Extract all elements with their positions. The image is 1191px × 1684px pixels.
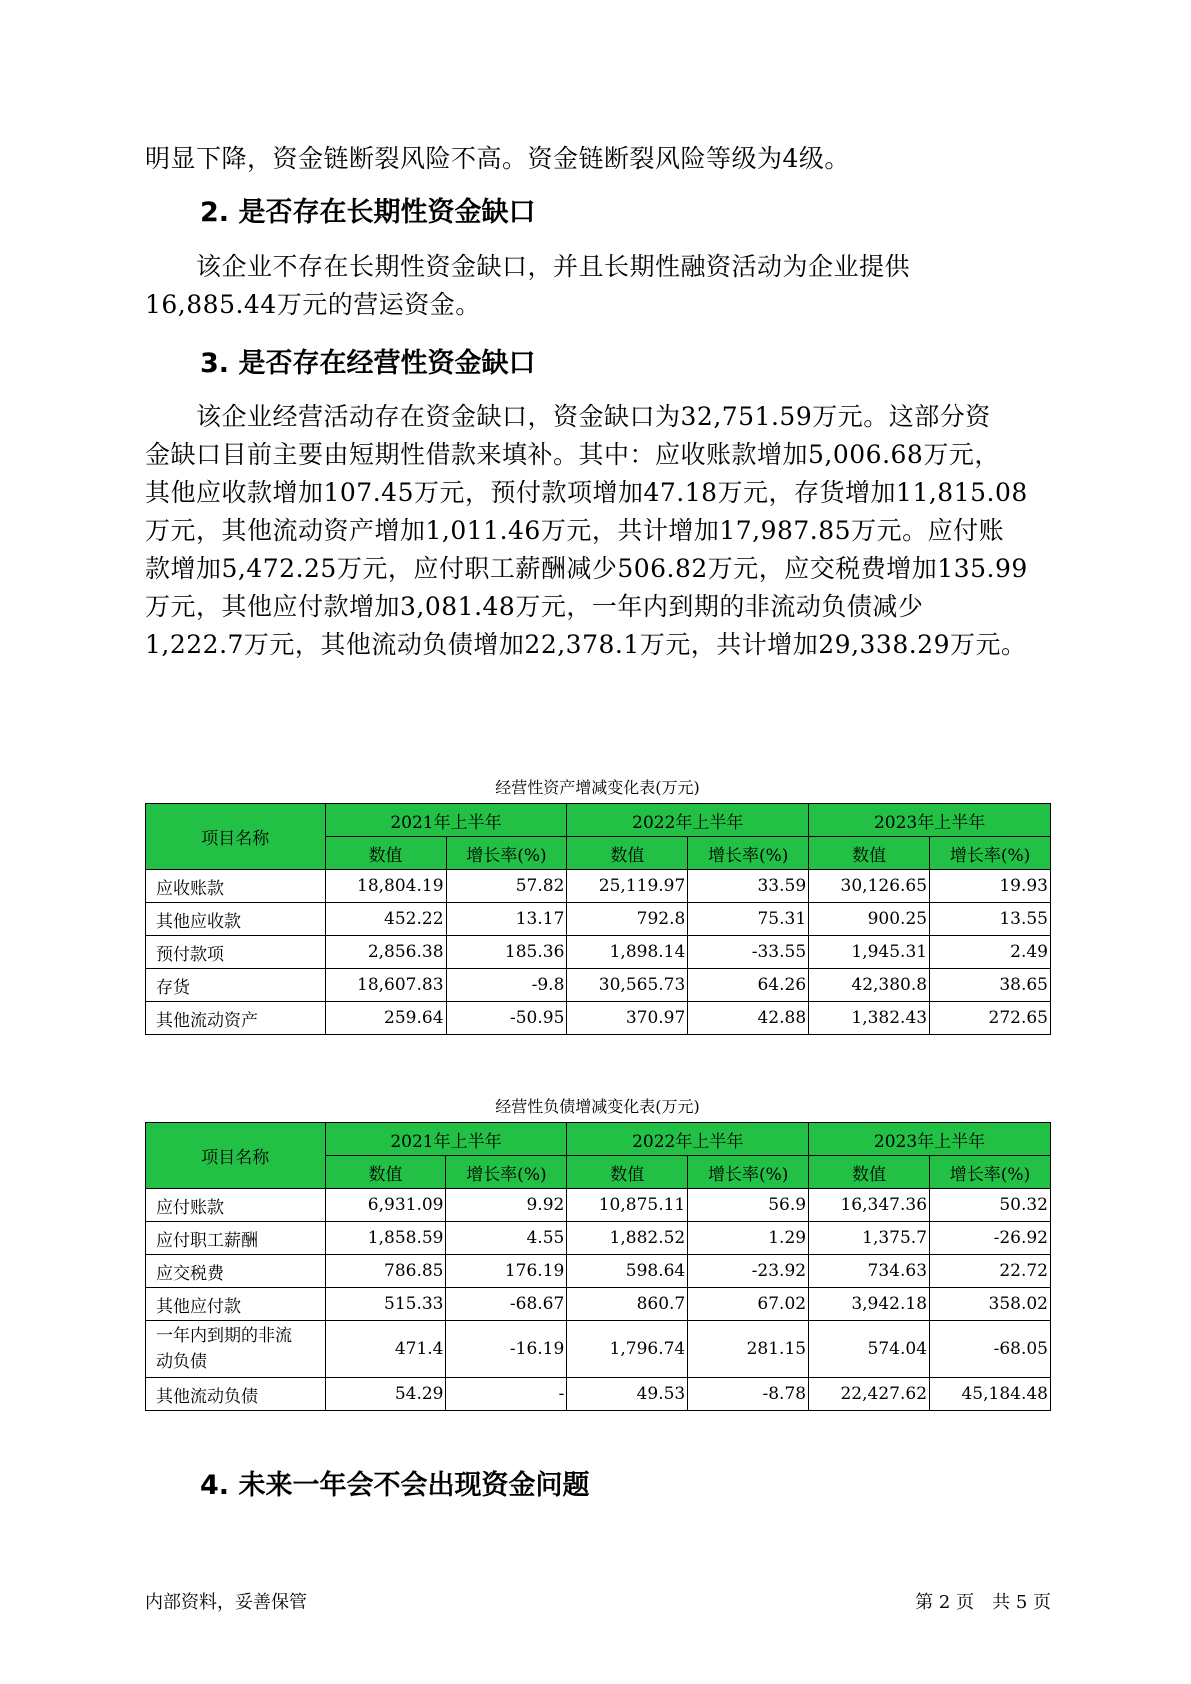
- cell-rate: 1.29: [688, 1222, 809, 1255]
- table-row: [146, 1002, 1051, 1035]
- table-row: [146, 1321, 1051, 1378]
- table-row: [146, 1222, 1051, 1255]
- cell-value: 259.64: [325, 1002, 446, 1035]
- cell-rate: 19.93: [930, 870, 1051, 903]
- table-row: [146, 1288, 1051, 1321]
- operating-liabilities-table: [145, 1122, 1051, 1411]
- header-period: 2022年上半年: [567, 1123, 809, 1156]
- cell-value: 10,875.11: [567, 1189, 688, 1222]
- text-line: 16,885.44万元的营运资金。: [145, 290, 481, 319]
- text-line: 款增加5,472.25万元，应付职工薪酬减少506.82万元，应交税费增加135.99: [145, 554, 1028, 583]
- header-item-name: 项目名称: [146, 804, 326, 870]
- cell-value: 786.85: [325, 1255, 446, 1288]
- cell-rate: 38.65: [930, 969, 1051, 1002]
- cell-value: 2,856.38: [325, 936, 446, 969]
- header-rate: 增长率(%): [688, 837, 809, 870]
- cell-rate: -: [446, 1378, 567, 1411]
- row-name: 应付职工薪酬: [146, 1222, 326, 1255]
- cell-value: 792.8: [567, 903, 688, 936]
- row-name: 预付款项: [146, 936, 326, 969]
- cell-value: 42,380.8: [809, 969, 930, 1002]
- cell-value: 49.53: [567, 1378, 688, 1411]
- row-name-line: 动负债: [156, 1352, 207, 1372]
- table-row: [146, 903, 1051, 936]
- header-rate: 增长率(%): [446, 837, 567, 870]
- row-name: 其他流动资产: [146, 1002, 326, 1035]
- row-name: 其他流动负债: [146, 1378, 326, 1411]
- cell-value: 734.63: [809, 1255, 930, 1288]
- cell-rate: -9.8: [446, 969, 567, 1002]
- header-value: 数值: [325, 1156, 446, 1189]
- table-caption-assets: 经营性资产增减变化表(万元): [495, 778, 700, 797]
- cell-value: 54.29: [325, 1378, 446, 1411]
- cell-value: 1,382.43: [809, 1002, 930, 1035]
- header-period: 2021年上半年: [325, 804, 567, 837]
- cell-rate: 13.17: [446, 903, 567, 936]
- cell-rate: -68.05: [930, 1321, 1051, 1378]
- cell-value: 6,931.09: [325, 1189, 446, 1222]
- cell-rate: 33.59: [688, 870, 809, 903]
- text-line: 金缺口目前主要由短期性借款来填补。其中：应收账款增加5,006.68万元，: [145, 440, 1000, 469]
- section-heading-2: 2. 是否存在长期性资金缺口: [200, 197, 536, 228]
- cell-value: 471.4: [325, 1321, 446, 1378]
- table-row: [146, 870, 1051, 903]
- header-value: 数值: [325, 837, 446, 870]
- paragraph-long-term-gap: [145, 248, 1050, 324]
- cell-rate: 185.36: [446, 936, 567, 969]
- cell-rate: -33.55: [688, 936, 809, 969]
- row-name: 其他应收款: [146, 903, 326, 936]
- header-rate: 增长率(%): [930, 1156, 1051, 1189]
- row-name: [146, 1321, 326, 1378]
- header-value: 数值: [567, 1156, 688, 1189]
- cell-value: 598.64: [567, 1255, 688, 1288]
- cell-value: 1,882.52: [567, 1222, 688, 1255]
- header-rate: 增长率(%): [930, 837, 1051, 870]
- header-period: 2022年上半年: [567, 804, 809, 837]
- header-item-name: 项目名称: [146, 1123, 326, 1189]
- cell-value: 1,375.7: [809, 1222, 930, 1255]
- cell-value: 18,804.19: [325, 870, 446, 903]
- cell-rate: 281.15: [688, 1321, 809, 1378]
- header-period: 2023年上半年: [809, 804, 1051, 837]
- cell-rate: -16.19: [446, 1321, 567, 1378]
- cell-value: 900.25: [809, 903, 930, 936]
- cell-rate: 9.92: [446, 1189, 567, 1222]
- cell-rate: 13.55: [930, 903, 1051, 936]
- cell-rate: -68.67: [446, 1288, 567, 1321]
- header-rate: 增长率(%): [446, 1156, 567, 1189]
- cell-rate: 2.49: [930, 936, 1051, 969]
- section-heading-3: 3. 是否存在经营性资金缺口: [200, 348, 536, 379]
- operating-assets-table: [145, 803, 1051, 1035]
- cell-value: 22,427.62: [809, 1378, 930, 1411]
- table-row: [146, 1378, 1051, 1411]
- text-line: 该企业不存在长期性资金缺口，并且长期性融资活动为企业提供: [145, 252, 911, 281]
- cell-rate: -50.95: [446, 1002, 567, 1035]
- table-row: [146, 1189, 1051, 1222]
- cell-value: 515.33: [325, 1288, 446, 1321]
- row-name: 其他应付款: [146, 1288, 326, 1321]
- row-name: 存货: [146, 969, 326, 1002]
- header-rate: 增长率(%): [688, 1156, 809, 1189]
- table-caption-liabilities: 经营性负债增减变化表(万元): [495, 1097, 700, 1116]
- cell-rate: 176.19: [446, 1255, 567, 1288]
- cell-rate: -23.92: [688, 1255, 809, 1288]
- cell-value: 370.97: [567, 1002, 688, 1035]
- cell-value: 574.04: [809, 1321, 930, 1378]
- cell-rate: -26.92: [930, 1222, 1051, 1255]
- text-line: 万元，其他流动资产增加1,011.46万元，共计增加17,987.85万元。应付账: [145, 516, 1005, 545]
- text-line: 该企业经营活动存在资金缺口，资金缺口为32,751.59万元。这部分资: [145, 402, 991, 431]
- cell-rate: -8.78: [688, 1378, 809, 1411]
- cell-value: 1,858.59: [325, 1222, 446, 1255]
- cell-value: 860.7: [567, 1288, 688, 1321]
- text-line: 万元，其他应付款增加3,081.48万元，一年内到期的非流动负债减少: [145, 592, 924, 621]
- cell-value: 30,126.65: [809, 870, 930, 903]
- cell-value: 1,796.74: [567, 1321, 688, 1378]
- cell-value: 1,945.31: [809, 936, 930, 969]
- cell-rate: 56.9: [688, 1189, 809, 1222]
- row-name-line: 一年内到期的非流: [156, 1326, 292, 1346]
- text-line: 其他应收款增加107.45万元，预付款项增加47.18万元，存货增加11,815.08: [145, 478, 1028, 507]
- cell-value: 30,565.73: [567, 969, 688, 1002]
- footer-confidential: 内部资料，妥善保管: [145, 1592, 307, 1613]
- text-line: 明显下降，资金链断裂风险不高。资金链断裂风险等级为4级。: [145, 144, 850, 173]
- cell-value: 3,942.18: [809, 1288, 930, 1321]
- header-value: 数值: [567, 837, 688, 870]
- text-line: 1,222.7万元，其他流动负债增加22,378.1万元，共计增加29,338.29万元。: [145, 630, 1027, 659]
- cell-rate: 4.55: [446, 1222, 567, 1255]
- paragraph-operating-gap: [145, 398, 1050, 664]
- header-period: 2021年上半年: [325, 1123, 567, 1156]
- cell-rate: 57.82: [446, 870, 567, 903]
- table-row: [146, 936, 1051, 969]
- section-heading-4: 4. 未来一年会不会出现资金问题: [200, 1470, 590, 1501]
- row-name: 应收账款: [146, 870, 326, 903]
- cell-rate: 358.02: [930, 1288, 1051, 1321]
- cell-value: 18,607.83: [325, 969, 446, 1002]
- header-period: 2023年上半年: [809, 1123, 1051, 1156]
- cell-rate: 50.32: [930, 1189, 1051, 1222]
- cell-value: 25,119.97: [567, 870, 688, 903]
- paragraph-intro: [145, 140, 1050, 178]
- cell-rate: 45,184.48: [930, 1378, 1051, 1411]
- cell-value: 1,898.14: [567, 936, 688, 969]
- table-row: [146, 969, 1051, 1002]
- cell-rate: 67.02: [688, 1288, 809, 1321]
- page-number: 第 2 页 共 5 页: [915, 1592, 1051, 1613]
- row-name: 应付账款: [146, 1189, 326, 1222]
- header-value: 数值: [809, 837, 930, 870]
- row-name: 应交税费: [146, 1255, 326, 1288]
- cell-rate: 64.26: [688, 969, 809, 1002]
- header-value: 数值: [809, 1156, 930, 1189]
- cell-value: 16,347.36: [809, 1189, 930, 1222]
- cell-rate: 22.72: [930, 1255, 1051, 1288]
- table-row: [146, 1255, 1051, 1288]
- cell-rate: 42.88: [688, 1002, 809, 1035]
- cell-value: 452.22: [325, 903, 446, 936]
- cell-rate: 75.31: [688, 903, 809, 936]
- cell-rate: 272.65: [930, 1002, 1051, 1035]
